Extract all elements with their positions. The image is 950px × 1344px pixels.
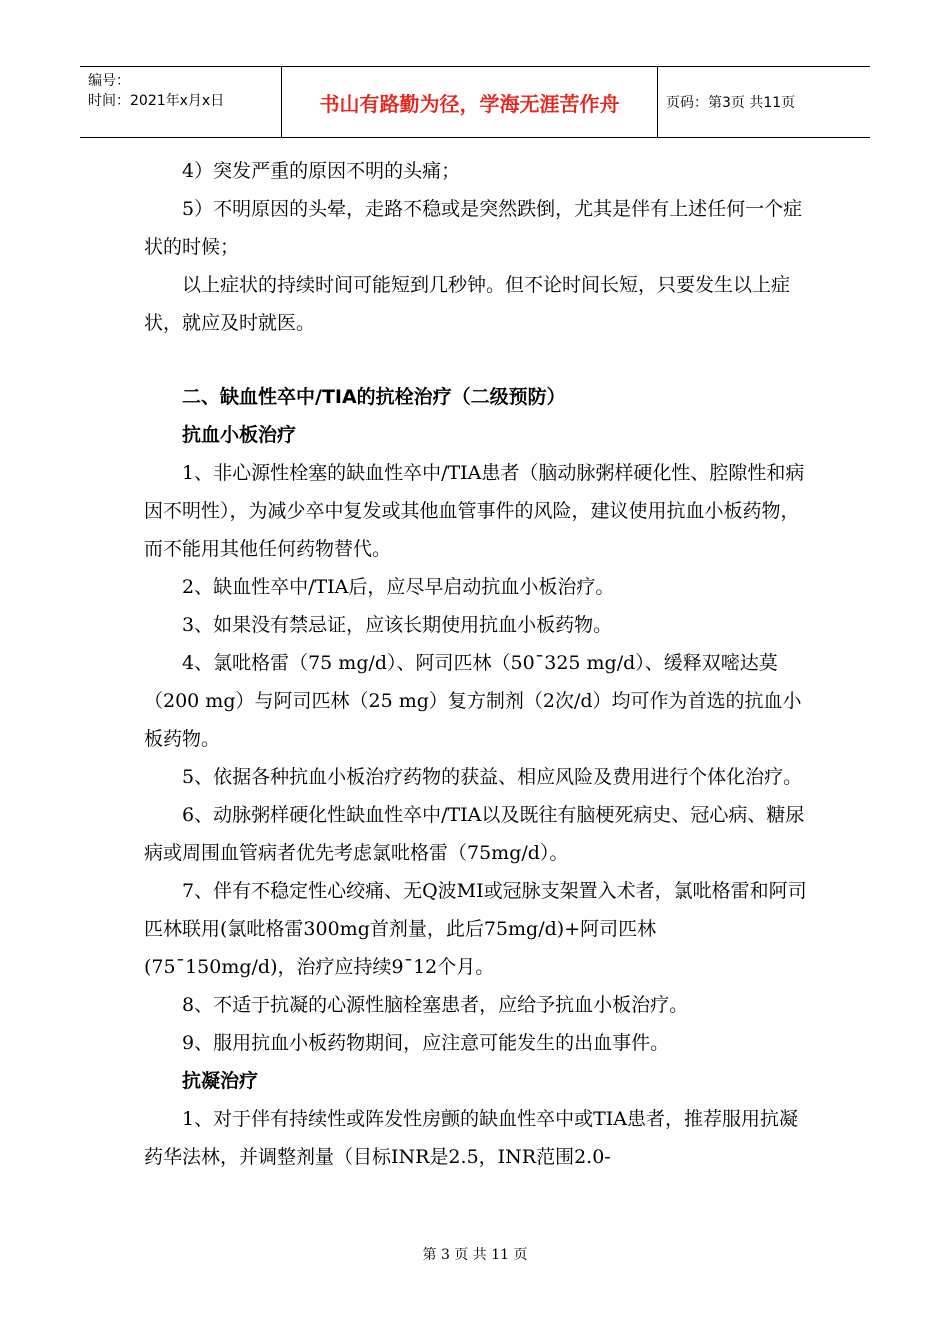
antiplatelet-item-8: 8、不适于抗凝的心源性脑栓塞患者，应给予抗血小板治疗。 <box>182 994 689 1016</box>
section-spacer <box>144 342 808 378</box>
antiplatelet-item-5: 5、依据各种抗血小板治疗药物的获益、相应风险及费用进行个体化治疗。 <box>182 766 803 788</box>
section-heading: 二、缺血性卒中/TIA的抗栓治疗（二级预防） <box>182 386 566 408</box>
document-body <box>144 152 808 1176</box>
header-time-label: 时间：2021年x月x日 <box>88 93 225 109</box>
header-motto: 书山有路勤为径，学海无涯苦作舟 <box>282 67 658 137</box>
antiplatelet-item-6: 6、动脉粥样硬化性缺血性卒中/TIA以及既往有脑梗死病史、冠心病、糖尿病或周围血管病者优先考虑氯吡格雷（75mg/d）。 <box>144 804 805 864</box>
antiplatelet-item-4: 4、氯吡格雷（75 mg/d）、阿司匹林（50¯325 mg/d）、缓释双嘧达莫（200 mg）与阿司匹林（25 mg）复方制剂（2次/d）均可作为首选的抗血小板药物。 <box>144 652 802 750</box>
paragraph-symptom-note: 以上症状的持续时间可能短到几秒钟。但不论时间长短，只要发生以上症状，就应及时就医。 <box>144 274 791 334</box>
paragraph-symptom-4: 4）突发严重的原因不明的头痛； <box>182 160 461 182</box>
header-id-label: 编号： <box>88 73 130 89</box>
subsection-heading-antiplatelet: 抗血小板治疗 <box>182 424 297 446</box>
header-page-info: 页码：第3页 共11页 <box>666 95 796 111</box>
page-footer: 第 3 页 共 11 页 <box>422 1247 528 1263</box>
document-header <box>80 66 870 138</box>
antiplatelet-item-7: 7、伴有不稳定性心绞痛、无Q波MI或冠脉支架置入术者，氯吡格雷和阿司匹林联用(氯吡格雷300mg首剂量，此后75mg/d)+阿司匹林(75¯150mg/d)，治疗应持续9¯12个月。 <box>144 880 807 978</box>
subsection-heading-anticoagulant: 抗凝治疗 <box>182 1070 259 1092</box>
antiplatelet-item-1: 1、非心源性栓塞的缺血性卒中/TIA患者（脑动脉粥样硬化性、腔隙性和病因不明性），为减少卒中复发或其他血管事件的风险，建议使用抗血小板药物，而不能用其他任何药物替代。 <box>144 462 805 560</box>
header-meta <box>80 67 282 137</box>
paragraph-symptom-5: 5）不明原因的头晕，走路不稳或是突然跌倒，尤其是伴有上述任何一个症状的时候； <box>144 198 803 258</box>
antiplatelet-item-9: 9、服用抗血小板药物期间，应注意可能发生的出血事件。 <box>182 1032 670 1054</box>
antiplatelet-item-2: 2、缺血性卒中/TIA后，应尽早启动抗血小板治疗。 <box>182 576 615 598</box>
anticoagulant-item-1: 1、对于伴有持续性或阵发性房颤的缺血性卒中或TIA患者，推荐服用抗凝药华法林，并调整剂量（目标INR是2.5，INR范围2.0- <box>144 1108 798 1168</box>
antiplatelet-item-3: 3、如果没有禁忌证，应该长期使用抗血小板药物。 <box>182 614 613 636</box>
